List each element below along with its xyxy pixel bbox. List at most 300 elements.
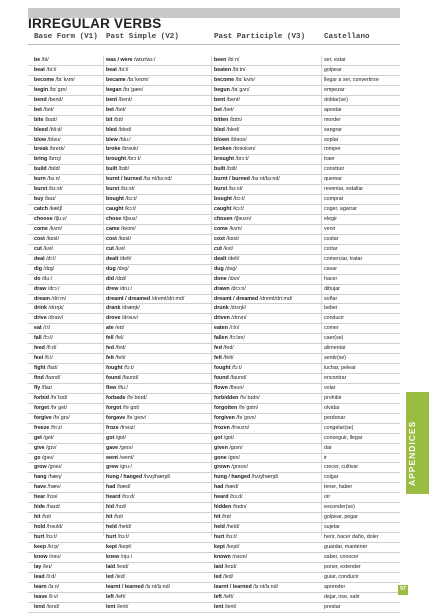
past-simple-cell — [106, 265, 214, 274]
table-row — [28, 96, 400, 106]
base-form-cell-ipa: /gəʊ/ — [40, 454, 54, 461]
past-participle-cell-ipa: /held/ — [224, 524, 240, 531]
past-participle-cell — [214, 285, 324, 294]
castellano-cell: crecer, cultivar — [324, 464, 359, 471]
table-row — [28, 553, 400, 563]
past-participle-cell — [214, 255, 324, 264]
table-row — [28, 56, 400, 66]
table-row — [28, 295, 400, 305]
past-simple-cell — [106, 175, 214, 184]
past-participle-cell-ipa: /frəʊzn/ — [229, 424, 250, 431]
base-form-cell-ipa: /hɪt/ — [40, 514, 52, 521]
past-participle-cell — [214, 503, 324, 512]
past-simple-cell — [106, 334, 214, 343]
past-simple-cell-ipa: /hɪt/ — [112, 514, 124, 521]
past-simple-cell — [106, 454, 214, 463]
past-simple-cell-ipa: /gruː/ — [118, 464, 132, 471]
base-form-cell-word: become — [34, 76, 55, 83]
past-simple-cell-word: left — [106, 593, 114, 600]
table-row — [28, 304, 400, 314]
base-form-cell-ipa: /fɔːl/ — [41, 335, 53, 342]
base-form-cell-ipa: /faɪt/ — [45, 365, 58, 372]
past-participle-cell — [214, 66, 324, 75]
past-participle-cell-word: brought — [214, 156, 235, 163]
base-form-cell — [34, 503, 100, 512]
past-participle-cell-word: forgiven — [214, 414, 235, 421]
castellano-cell: empezar — [324, 86, 345, 93]
past-simple-cell-ipa: /went/ — [118, 454, 134, 461]
past-simple-cell-word: brought — [106, 156, 127, 163]
past-simple-cell-ipa: /bɪt/ — [112, 116, 124, 123]
base-form-cell-ipa: /drɔː/ — [46, 285, 60, 292]
table-row — [28, 463, 400, 473]
past-participle-cell-ipa: /drʌŋk/ — [228, 305, 247, 312]
base-form-cell — [34, 205, 100, 214]
base-form-cell-ipa: /gɪv/ — [44, 444, 57, 451]
past-participle-cell-word: fallen — [214, 335, 228, 342]
base-form-cell-ipa: /breɪk/ — [48, 146, 65, 153]
base-form-cell — [34, 265, 100, 274]
past-simple-cell — [106, 285, 214, 294]
past-participle-cell-ipa: /kʌm/ — [227, 225, 242, 232]
past-simple-cell-ipa: /fluː/ — [116, 384, 128, 391]
past-participle-cell-ipa: /brəʊkən/ — [231, 146, 256, 153]
table-row — [28, 314, 400, 324]
past-participle-cell-word: bent — [214, 96, 226, 103]
past-participle-cell-ipa: /bled/ — [224, 126, 240, 133]
past-participle-cell — [214, 155, 324, 164]
past-simple-cell-word: dug — [106, 265, 116, 272]
base-form-cell-word: know — [34, 553, 48, 560]
castellano-cell: prohibir — [324, 394, 342, 401]
past-participle-cell-ipa: /gɒn/ — [226, 454, 240, 461]
base-form-cell — [34, 86, 100, 95]
castellano-cell: romper — [324, 146, 341, 153]
past-simple-cell-word: bent — [106, 96, 118, 103]
base-form-cell — [34, 225, 100, 234]
base-form-cell — [34, 165, 100, 174]
past-simple-cell — [106, 185, 214, 194]
castellano-cell: herir, hacer daño, doler — [324, 534, 379, 540]
past-participle-cell-ipa: /fəˈgɪvn/ — [234, 414, 256, 421]
past-simple-cell-word: gave — [106, 444, 119, 451]
past-participle-cell-ipa: /biːn/ — [226, 57, 240, 63]
past-simple-cell-word: had — [106, 484, 116, 491]
table-row — [28, 175, 400, 185]
past-participle-cell-word: found — [214, 375, 229, 381]
past-participle-cell-ipa: /leɪd/ — [223, 563, 237, 570]
base-form-cell — [34, 444, 100, 453]
past-simple-cell — [106, 295, 214, 304]
past-participle-cell-word: hurt — [214, 534, 225, 540]
past-simple-cell — [106, 503, 214, 512]
past-participle-cell-word: felt — [214, 355, 222, 362]
past-simple-cell-ipa: /bɪlt/ — [117, 166, 130, 173]
past-participle-cell-word: led — [214, 573, 222, 580]
past-simple-cell — [106, 374, 214, 383]
base-form-cell-word: hide — [34, 504, 45, 511]
past-simple-cell-word: heard — [106, 494, 121, 501]
castellano-cell: congelar(se) — [324, 424, 354, 431]
past-participle-cell — [214, 573, 324, 582]
past-simple-cell-ipa: /bɪˈgæn/ — [121, 86, 144, 93]
past-simple-cell-word: beat — [106, 66, 117, 73]
past-participle-cell-ipa: /fəˈbɪdn/ — [238, 394, 260, 401]
base-form-cell-word: build — [34, 166, 47, 173]
past-simple-cell-ipa: /njuː/ — [119, 553, 133, 560]
base-form-cell — [34, 404, 100, 413]
table-row — [28, 374, 400, 384]
past-simple-cell-ipa: /brɔːt/ — [126, 156, 141, 163]
base-form-cell — [34, 523, 100, 532]
table-row — [28, 424, 400, 434]
base-form-cell — [34, 493, 100, 502]
castellano-cell: prestar — [324, 603, 341, 610]
past-simple-cell-ipa: /fəˈgɒt/ — [121, 404, 140, 411]
base-form-cell-word: go — [34, 454, 41, 461]
past-simple-cell-ipa: /dræŋk/ — [120, 305, 140, 312]
past-participle-cell-word: drunk — [214, 305, 229, 312]
base-form-cell-word: burst — [34, 186, 48, 193]
base-form-cell-ipa: /lend/ — [44, 603, 60, 610]
past-participle-cell-ipa: /fəˈgɒtn/ — [237, 404, 259, 411]
past-simple-cell-ipa: /lɜːnt/lɜːnd/ — [143, 583, 171, 590]
past-simple-cell — [106, 434, 214, 443]
past-participle-cell — [214, 195, 324, 204]
table-row — [28, 354, 400, 364]
past-participle-cell — [214, 215, 324, 224]
past-simple-cell — [106, 116, 214, 125]
header-castellano: Castellano — [324, 33, 370, 41]
base-form-cell — [34, 473, 100, 482]
base-form-cell-word: cut — [34, 245, 42, 252]
past-simple-cell-ipa: /keɪm/ — [119, 225, 136, 232]
past-simple-cell-ipa: /fəˈbeɪd/ — [125, 394, 147, 401]
past-participle-cell — [214, 225, 324, 234]
table-row — [28, 434, 400, 444]
table-row — [28, 86, 400, 96]
table-row — [28, 394, 400, 404]
past-simple-cell-word: held — [106, 524, 117, 531]
past-simple-cell-ipa: /fed/ — [113, 345, 126, 352]
past-participle-cell-ipa: /drɔːn/ — [229, 285, 246, 292]
past-simple-cell-word: dreamt / dreamed — [106, 295, 151, 302]
past-simple-cell — [106, 96, 214, 105]
past-participle-cell — [214, 205, 324, 214]
past-participle-cell-word: gone — [214, 454, 227, 461]
base-form-cell — [34, 56, 100, 65]
past-simple-cell — [106, 384, 214, 393]
past-participle-cell — [214, 235, 324, 244]
past-simple-cell-word: began — [106, 86, 122, 93]
past-simple-cell-word: got — [106, 434, 115, 441]
castellano-cell: apostar — [324, 106, 342, 113]
past-participle-cell-word: burnt / burned — [214, 176, 250, 183]
past-participle-cell-ipa: /dʌn/ — [226, 275, 240, 282]
base-form-cell — [34, 185, 100, 194]
table-row — [28, 165, 400, 175]
base-form-cell-ipa: /bɪˈkʌm/ — [54, 76, 75, 83]
past-participle-cell — [214, 295, 324, 304]
past-simple-cell-ipa: /dremt/driːmd/ — [150, 295, 185, 302]
header-past-participle: Past Participle (V3) — [214, 33, 306, 41]
base-form-cell-ipa: /haɪd/ — [44, 504, 61, 511]
past-simple-cell-word: forgave — [106, 414, 126, 421]
past-simple-cell-ipa: /bluː/ — [117, 136, 131, 143]
base-form-cell — [34, 384, 100, 393]
base-form-cell-ipa: /friːz/ — [49, 424, 63, 431]
castellano-cell: alimentar — [324, 345, 346, 352]
past-simple-cell — [106, 553, 214, 562]
castellano-cell: coger, agarrar — [324, 206, 357, 213]
past-simple-cell-ipa: /eɪt/ — [113, 325, 125, 332]
base-form-cell — [34, 424, 100, 433]
base-form-cell — [34, 285, 100, 294]
base-form-cell-ipa: /fəˈbɪd/ — [49, 394, 68, 401]
past-simple-cell-word: blew — [106, 136, 118, 143]
past-participle-cell-word: forgotten — [214, 404, 238, 411]
past-simple-cell-word: knew — [106, 553, 120, 560]
past-participle-cell-ipa: /lent/ — [223, 603, 237, 610]
past-participle-cell-word: dreamt / dreamed — [214, 295, 259, 302]
base-form-cell-word: fly — [34, 384, 41, 391]
past-simple-cell-ipa: /geɪv/ — [118, 444, 133, 451]
castellano-cell: golpear — [324, 66, 342, 73]
past-participle-cell — [214, 185, 324, 194]
base-form-cell — [34, 573, 100, 582]
base-form-cell-word: keep — [34, 543, 47, 550]
base-form-cell — [34, 275, 100, 284]
table-row — [28, 145, 400, 155]
past-participle-cell-word: built — [214, 166, 226, 173]
past-participle-cell — [214, 483, 324, 492]
past-simple-cell — [106, 394, 214, 403]
castellano-cell: quemar — [324, 176, 342, 183]
past-participle-cell-ipa: /bɪˈgʌn/ — [229, 86, 250, 93]
past-simple-cell-word: bought — [106, 196, 124, 203]
castellano-cell: venir — [324, 225, 336, 232]
castellano-cell: doblar(se) — [324, 96, 348, 103]
castellano-cell: beber — [324, 305, 338, 312]
past-simple-cell — [106, 165, 214, 174]
castellano-cell: oír — [324, 494, 331, 501]
past-participle-cell — [214, 424, 324, 433]
past-simple-cell — [106, 245, 214, 254]
past-participle-cell — [214, 175, 324, 184]
table-row — [28, 275, 400, 285]
past-simple-cell — [106, 304, 214, 313]
past-participle-cell — [214, 543, 324, 552]
base-form-cell-word: dig — [34, 265, 42, 272]
past-participle-cell — [214, 563, 324, 572]
past-simple-cell-ipa: /delt/ — [118, 255, 132, 262]
past-simple-cell — [106, 195, 214, 204]
past-simple-cell-ipa: /druː/ — [118, 285, 132, 292]
past-simple-cell — [106, 145, 214, 154]
castellano-cell: esconder(se) — [324, 504, 355, 511]
base-form-cell — [34, 314, 100, 323]
castellano-cell: sentir(se) — [324, 355, 347, 362]
past-participle-cell-word: chosen — [214, 216, 233, 222]
base-form-cell-ipa: /bend/ — [46, 96, 63, 103]
past-participle-cell-ipa: /drɪvn/ — [229, 315, 247, 322]
castellano-cell: construir — [324, 166, 345, 173]
table-row — [28, 66, 400, 76]
past-participle-cell-word: caught — [214, 206, 232, 213]
base-form-cell — [34, 354, 100, 363]
past-participle-cell — [214, 434, 324, 443]
past-participle-cell-ipa: /bɪˈkʌm/ — [234, 76, 255, 83]
past-simple-cell-word: laid — [106, 563, 116, 570]
past-participle-cell-word: had — [214, 484, 224, 491]
base-form-cell-ipa: /hæv/ — [46, 484, 61, 491]
base-form-cell-ipa: /drɪŋk/ — [46, 305, 64, 312]
past-simple-cell-ipa: /gɒt/ — [114, 434, 127, 441]
past-simple-cell-word: burnt / burned — [106, 176, 142, 183]
past-simple-cell — [106, 215, 214, 224]
past-simple-cell-ipa: /kʌt/ — [113, 245, 126, 252]
past-participle-cell-ipa: /fed/ — [221, 345, 234, 352]
castellano-cell: saber, conocer — [324, 553, 359, 560]
base-form-cell-ipa: /driːm/ — [49, 295, 67, 302]
base-form-cell-word: come — [34, 225, 48, 232]
base-form-cell-word: buy — [34, 196, 44, 203]
past-participle-cell-ipa: /bləʊn/ — [229, 136, 247, 143]
base-form-cell-ipa: /bɜːst/ — [47, 186, 63, 193]
past-participle-cell-word: known — [214, 553, 231, 560]
table-row — [28, 414, 400, 424]
past-simple-cell-ipa: /led/ — [113, 573, 126, 580]
base-form-cell — [34, 304, 100, 313]
page-title: IRREGULAR VERBS — [28, 16, 162, 31]
base-form-cell — [34, 533, 100, 542]
past-participle-cell — [214, 116, 324, 125]
past-simple-cell-word: burst — [106, 186, 120, 193]
castellano-cell: comprar — [324, 196, 344, 203]
base-form-cell-word: deal — [34, 255, 45, 262]
base-form-cell-word: begin — [34, 86, 49, 93]
table-row — [28, 116, 400, 126]
castellano-cell: encontrar — [324, 375, 347, 381]
base-form-cell-ipa: /kætʃ/ — [47, 206, 63, 213]
past-participle-cell-ipa: /hɪdn/ — [231, 504, 247, 511]
base-form-cell-word: bite — [34, 116, 44, 123]
past-simple-cell-ipa: /lent/ — [115, 603, 129, 610]
past-simple-cell-word: found — [106, 375, 121, 381]
past-participle-cell — [214, 265, 324, 274]
past-simple-cell-word: became — [106, 76, 126, 83]
past-simple-cell-word: felt — [106, 355, 114, 362]
past-participle-cell-ipa: /hʌŋ/hæŋd/ — [250, 474, 279, 481]
past-simple-cell — [106, 463, 214, 472]
table-row — [28, 185, 400, 195]
base-form-cell — [34, 136, 100, 145]
past-participle-cell — [214, 86, 324, 95]
base-form-cell — [34, 593, 100, 602]
past-participle-cell-word: cut — [214, 245, 222, 252]
past-participle-cell — [214, 394, 324, 403]
past-participle-cell-word: cost — [214, 235, 225, 242]
past-simple-cell — [106, 583, 214, 592]
past-simple-cell — [106, 255, 214, 264]
past-simple-cell-ipa: /fəˈgeɪv/ — [125, 414, 147, 421]
past-simple-cell-word: went — [106, 454, 119, 461]
past-simple-cell-ipa: /bɔːt/ — [123, 196, 137, 203]
table-row — [28, 285, 400, 295]
table-row — [28, 563, 400, 573]
past-participle-cell — [214, 374, 324, 383]
past-participle-cell-ipa: /grəʊn/ — [229, 464, 248, 471]
past-simple-cell-word: bled — [106, 126, 117, 133]
castellano-cell: dejar, irse, salir — [324, 593, 360, 600]
past-participle-cell-word: flown — [214, 384, 228, 391]
past-simple-cell — [106, 324, 214, 333]
base-form-cell-ipa: /duː/ — [40, 275, 53, 282]
past-participle-cell — [214, 463, 324, 472]
base-form-cell-word: forgive — [34, 414, 52, 421]
past-participle-cell-ipa: /delt/ — [226, 255, 240, 262]
past-participle-cell-ipa: /kept/ — [224, 543, 240, 550]
past-participle-cell-word: frozen — [214, 424, 230, 431]
past-participle-cell-ipa: /bɜːnt/bɜːnd/ — [249, 176, 280, 183]
base-form-cell-ipa: /baɪ/ — [43, 196, 56, 203]
past-participle-cell-word: been — [214, 57, 227, 63]
past-simple-cell-ipa: /biːt/ — [116, 66, 129, 73]
castellano-cell: tener, haber — [324, 484, 353, 491]
past-simple-cell-word: grew — [106, 464, 119, 471]
castellano-cell: comerciar, tratar — [324, 255, 363, 262]
base-form-cell-ipa: /leɪ/ — [41, 563, 52, 570]
past-simple-cell-word: kept — [106, 543, 117, 550]
base-form-cell-ipa: /bi/ — [40, 57, 49, 63]
past-simple-cell-ipa: /bɪˈkeɪm/ — [125, 76, 149, 83]
castellano-cell: aprender — [324, 583, 346, 590]
past-participle-cell — [214, 364, 324, 373]
past-participle-cell-word: bought — [214, 196, 232, 203]
past-participle-cell-word: got — [214, 434, 223, 441]
base-form-cell-word: hang — [34, 474, 47, 481]
past-simple-cell — [106, 473, 214, 482]
past-simple-cell — [106, 414, 214, 423]
table-row — [28, 195, 400, 205]
past-simple-cell-ipa: /hɜːd/ — [120, 494, 135, 501]
past-participle-cell-word: left — [214, 593, 222, 600]
past-participle-cell-word: forbidden — [214, 394, 239, 401]
past-participle-cell-word: driven — [214, 315, 230, 322]
castellano-cell: caer(se) — [324, 335, 344, 342]
past-simple-cell-ipa: /dʌg/ — [115, 265, 129, 272]
past-simple-cell — [106, 275, 214, 284]
castellano-cell: sujetar — [324, 524, 340, 531]
base-form-cell — [34, 235, 100, 244]
base-form-cell-word: dream — [34, 295, 50, 302]
past-simple-cell-word: chose — [106, 216, 122, 222]
table-row — [28, 493, 400, 503]
base-form-cell — [34, 414, 100, 423]
base-form-cell-ipa: /biːt/ — [44, 66, 57, 73]
past-simple-cell-ipa: /drəʊv/ — [120, 315, 139, 322]
past-simple-cell — [106, 573, 214, 582]
past-simple-cell-word: hid — [106, 504, 114, 511]
past-simple-cell — [106, 364, 214, 373]
past-participle-cell-ipa: /biːtn/ — [231, 66, 246, 73]
base-form-cell-ipa: /lɜːn/ — [46, 583, 60, 590]
base-form-cell-word: grow — [34, 464, 47, 471]
past-simple-cell — [106, 314, 214, 323]
past-participle-cell-word: laid — [214, 563, 224, 570]
past-simple-cell-ipa: /dɪd/ — [113, 275, 127, 282]
table-row — [28, 126, 400, 136]
